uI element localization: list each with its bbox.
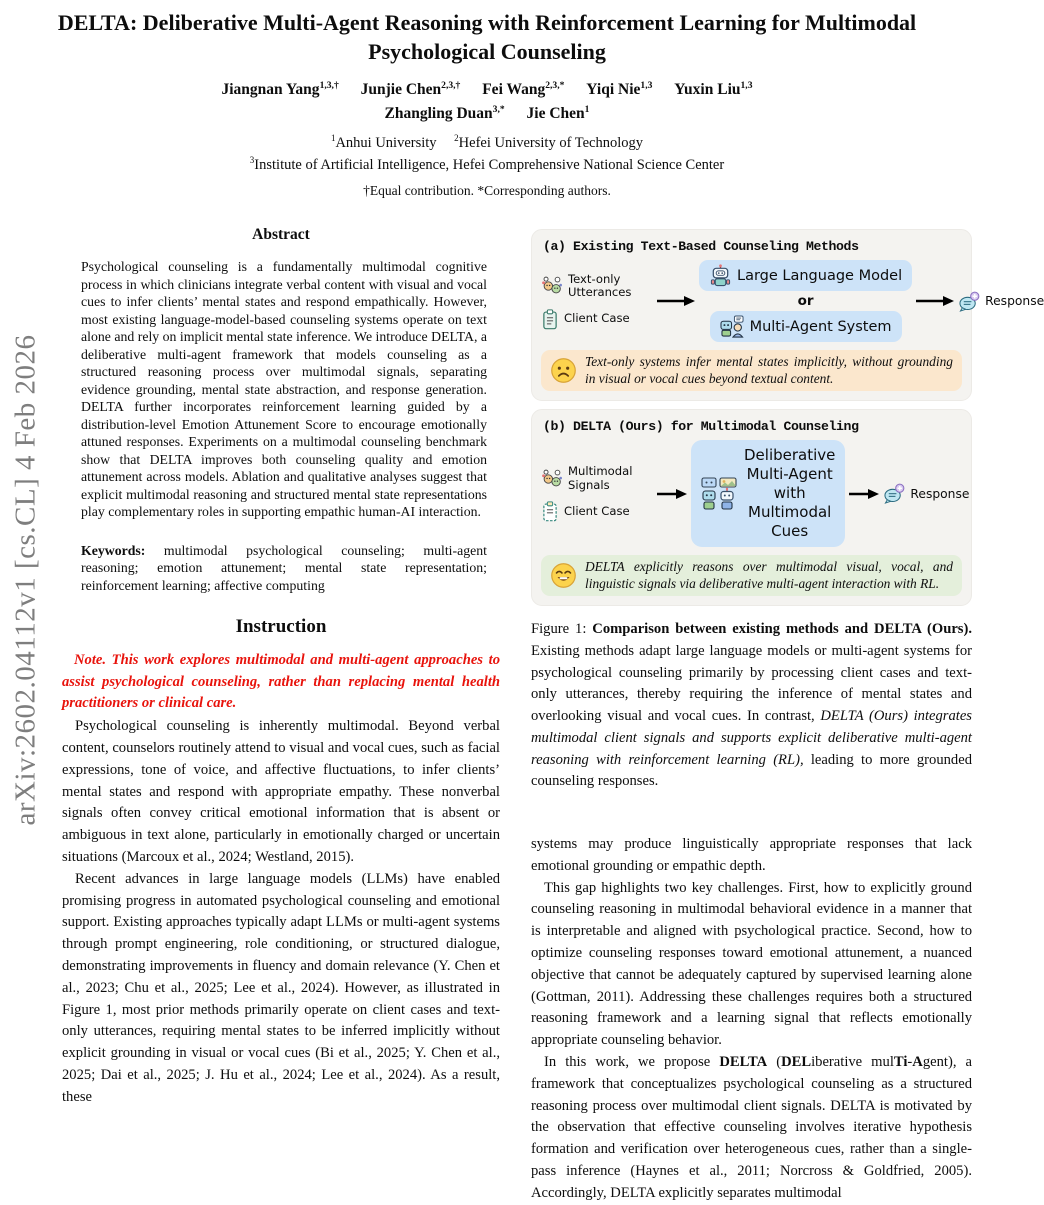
chat-people-icon [541,275,563,297]
paper-title: DELTA: Deliberative Multi-Agent Reasoning with Reinforcement Learning for Multimodal Psychological Counseling [57,10,917,64]
panel-a-note [541,350,962,391]
robot-icon [709,264,732,287]
response-label: Response [910,486,970,501]
author: Fei Wang$^{2,3,*}$ [482,79,565,98]
abstract-text: Psychological counseling is a fundamentally multimodal cognitive process in which clinicians integrate verbal content with visual and vocal cues to infer clients’ mental states and respond empathically. However, most existing language-model-based counseling systems operate on text alone and rely on implicit mental state inference. We introduce DELTA, a deliberative multi-agent framework that models counseling as a structured reasoning process over multimodal signals, separating evidence grounding, mental state abstraction, and response generation. DELTA further incorporates reinforcement learning guided by a distribution-level Emotion Attunement Score to encourage emotionally attuned responses. Experiments on a multimodal counseling benchmark show that DELTA improves both counseling quality and emotion attunement across models. Ablation and qualitative analyses suggest that explicit multimodal reasoning and structured mental state representations play complementary roles in supporting empathic human-AI interaction. [81,259,487,519]
multi-agent-icon [720,315,745,338]
sad-face-icon [550,357,577,384]
delta-box [691,440,845,547]
panel-b-heading: (b) DELTA (Ours) for Multimodal Counseling [543,419,859,435]
body-paragraph: This gap highlights two key challenges. First, how to explicitly ground counseling reasoning in multimodal behavioral evidence in a manner that is interpretable and aligned with psychological practice. Second, how to optimize counseling responses toward emotional attunement, a nuanced objective that cannot be adequately captured by supervised learning alone (Gottman, 2011). Addressing these challenges requires both a structured reasoning framework and a learning signal that reflects emotionally appropriate counseling behavior. [531,879,972,1049]
abstract-heading: Abstract [252,226,310,243]
keywords [81,542,487,595]
panel-b-output [883,483,969,504]
multi-agent-box [710,311,902,342]
author: Zhangling Duan$^{3,*}$ [384,103,505,122]
panel-b-note-text: DELTA explicitly reasons over multimodal visual, vocal, and linguistic signals via deliberative multi-agent interaction with RL. [585,559,953,591]
arxiv-watermark: arXiv:2602.04112v1 [cs.CL] 4 Feb 2026 [9,334,42,826]
body-paragraph: systems may produce linguistically appropriate responses that lack emotional grounding or empathic depth. [531,836,972,874]
affiliation: $^3$Institute of Artificial Intelligence, Hefei Comprehensive National Science Center [249,155,725,173]
author: Junjie Chen$^{2,3,\dagger}$ [360,79,461,98]
figure-caption: Figure 1: Comparison between existing methods and DELTA (Ours). Existing methods adapt large language models or multi-agent systems for psychological counseling primarily by processing client cases and text-only utterances, thereby requiring the inference of mental states and overlooking visual and vocal cues. In contrast, DELTA (Ours) integrates multimodal client signals and supports explicit deliberative multi-agent reasoning with reinforcement learning (RL), leading to more grounded counseling responses. [531,621,972,790]
arrow-icon [849,488,879,500]
keywords-text: multimodal psychological counseling; multi-agent reasoning; emotion attunement; mental state representation; reinforcement learning; affective computing [81,542,487,594]
input-client-case [541,309,653,330]
multi-agent-box-label: Multi-Agent System [749,318,892,335]
panel-a-output [958,291,1044,312]
arrow-icon [657,295,695,307]
body-paragraph: Recent advances in large language models (LLMs) have enabled promising progress in automated psychological counseling and emotional support. Existing approaches typically adapt LLMs or multi-agent systems through prompt engineering, role conditioning, or structured dialogue, demonstrating improvements in fluency and domain relevance (Y. Chen et al., 2023; Chu et al., 2025; Lee et al., 2024). However, as illustrated in Figure 1, most prior methods primarily operate on client cases and text-only utterances, requiring mental states to be inferred implicitly without explicit grounding in visual or vocal cues (Bi et al., 2025; Y. Chen et al., 2025; Dai et al., 2025; J. Hu et al., 2024; Lee et al., 2024). As a result, these [62,870,500,1105]
author-line-1 [0,78,974,102]
affiliations [0,132,974,176]
or-label: or [797,293,814,309]
input-label: Text-only Utterances [568,271,632,299]
llm-box-label: Large Language Model [737,267,903,284]
panel-b-note [541,555,962,596]
clipboard-icon [541,309,559,330]
chat-people-icon [541,468,563,490]
arrow-icon [657,488,687,500]
panel-a-inputs [541,273,653,330]
affiliation-line-2 [0,154,974,176]
figure-1 [531,229,1044,793]
author-list [0,78,974,126]
panel-a-flow [541,260,1044,342]
author: Yuxin Liu$^{1,3}$ [674,79,753,98]
affiliation: $^1$Anhui University [330,133,437,151]
response-bubble-icon [883,483,906,504]
affiliation-line-1 [0,132,974,154]
agents-grid-icon [701,477,737,511]
body-paragraph: Psychological counseling is inherently multimodal. Beyond verbal content, counselors routinely attend to visual and vocal cues, such as facial expressions, tone of voice, and affective fluctuations, to infer clients’ mental states and respond with appropriate empathy. These nonverbal signals often convey critical emotional information that is absent or ambiguous in text alone, particularly in emotionally charged or uncertain situations (Marcoux et al., 2024; Westland, 2015). [62,718,500,866]
input-label: Multimodal Signals [568,464,633,492]
author: Yiqi Nie$^{1,3}$ [586,79,653,98]
figure-panel-a [531,229,1044,401]
arrow-icon [916,295,954,307]
panel-b-inputs [541,465,653,522]
body-paragraph: In this work, we propose DELTA (DELiberative mulTi-Agent), a framework that conceptualizes psychological counseling as a structured reasoning process over multimodal client signals. DELTA is motivated by the observation that effective counseling involves iterative hypothesis formation and verification over heterogeneous cues, rather than a single-pass inference (Haynes et al., 2011; Norcross & Goldfried, 2005). Accordingly, DELTA explicitly separates multimodal [531,1053,972,1201]
clipboard-icon [541,501,559,522]
left-column [62,226,500,1109]
author: Jiangnan Yang$^{1,3,\dagger}$ [221,79,339,98]
input-client-case [541,501,653,522]
paper-header [0,0,974,199]
input-label: Client Case [564,311,630,326]
panel-a-heading: (a) Existing Text-Based Counseling Methods [543,239,859,254]
author-line-2 [0,102,974,126]
figure-panel-b [531,409,972,606]
keywords-label: Keywords: [81,542,146,558]
delta-box-label: Deliberative Multi-Agent with Multimodal Cues [744,446,836,541]
contribution-note: †Equal contribution. *Corresponding authors. [363,183,611,198]
panel-a-note-text: Text-only systems infer mental states implicitly, without grounding in visual or vocal cues beyond textual content. [585,354,953,386]
author: Jie Chen$^1$ [526,103,590,122]
input-multimodal-signals [541,465,653,492]
panel-b-flow [541,440,970,547]
instruction-note: Note. This work explores multimodal and multi-agent approaches to assist psychological counseling, rather than replacing mental health practitioners or clinical care. [62,651,500,712]
smile-face-icon [550,562,577,589]
input-label: Client Case [564,503,630,518]
input-text-only-utterances [541,273,653,300]
section-heading-instruction: Instruction [235,615,327,637]
right-column-body [531,834,972,1205]
response-label: Response [985,294,1044,308]
llm-box [699,260,912,291]
affiliation: $^2$Hefei University of Technology [454,133,644,151]
response-bubble-icon [958,291,981,312]
right-column [531,229,1044,1205]
panel-a-models [699,260,912,342]
